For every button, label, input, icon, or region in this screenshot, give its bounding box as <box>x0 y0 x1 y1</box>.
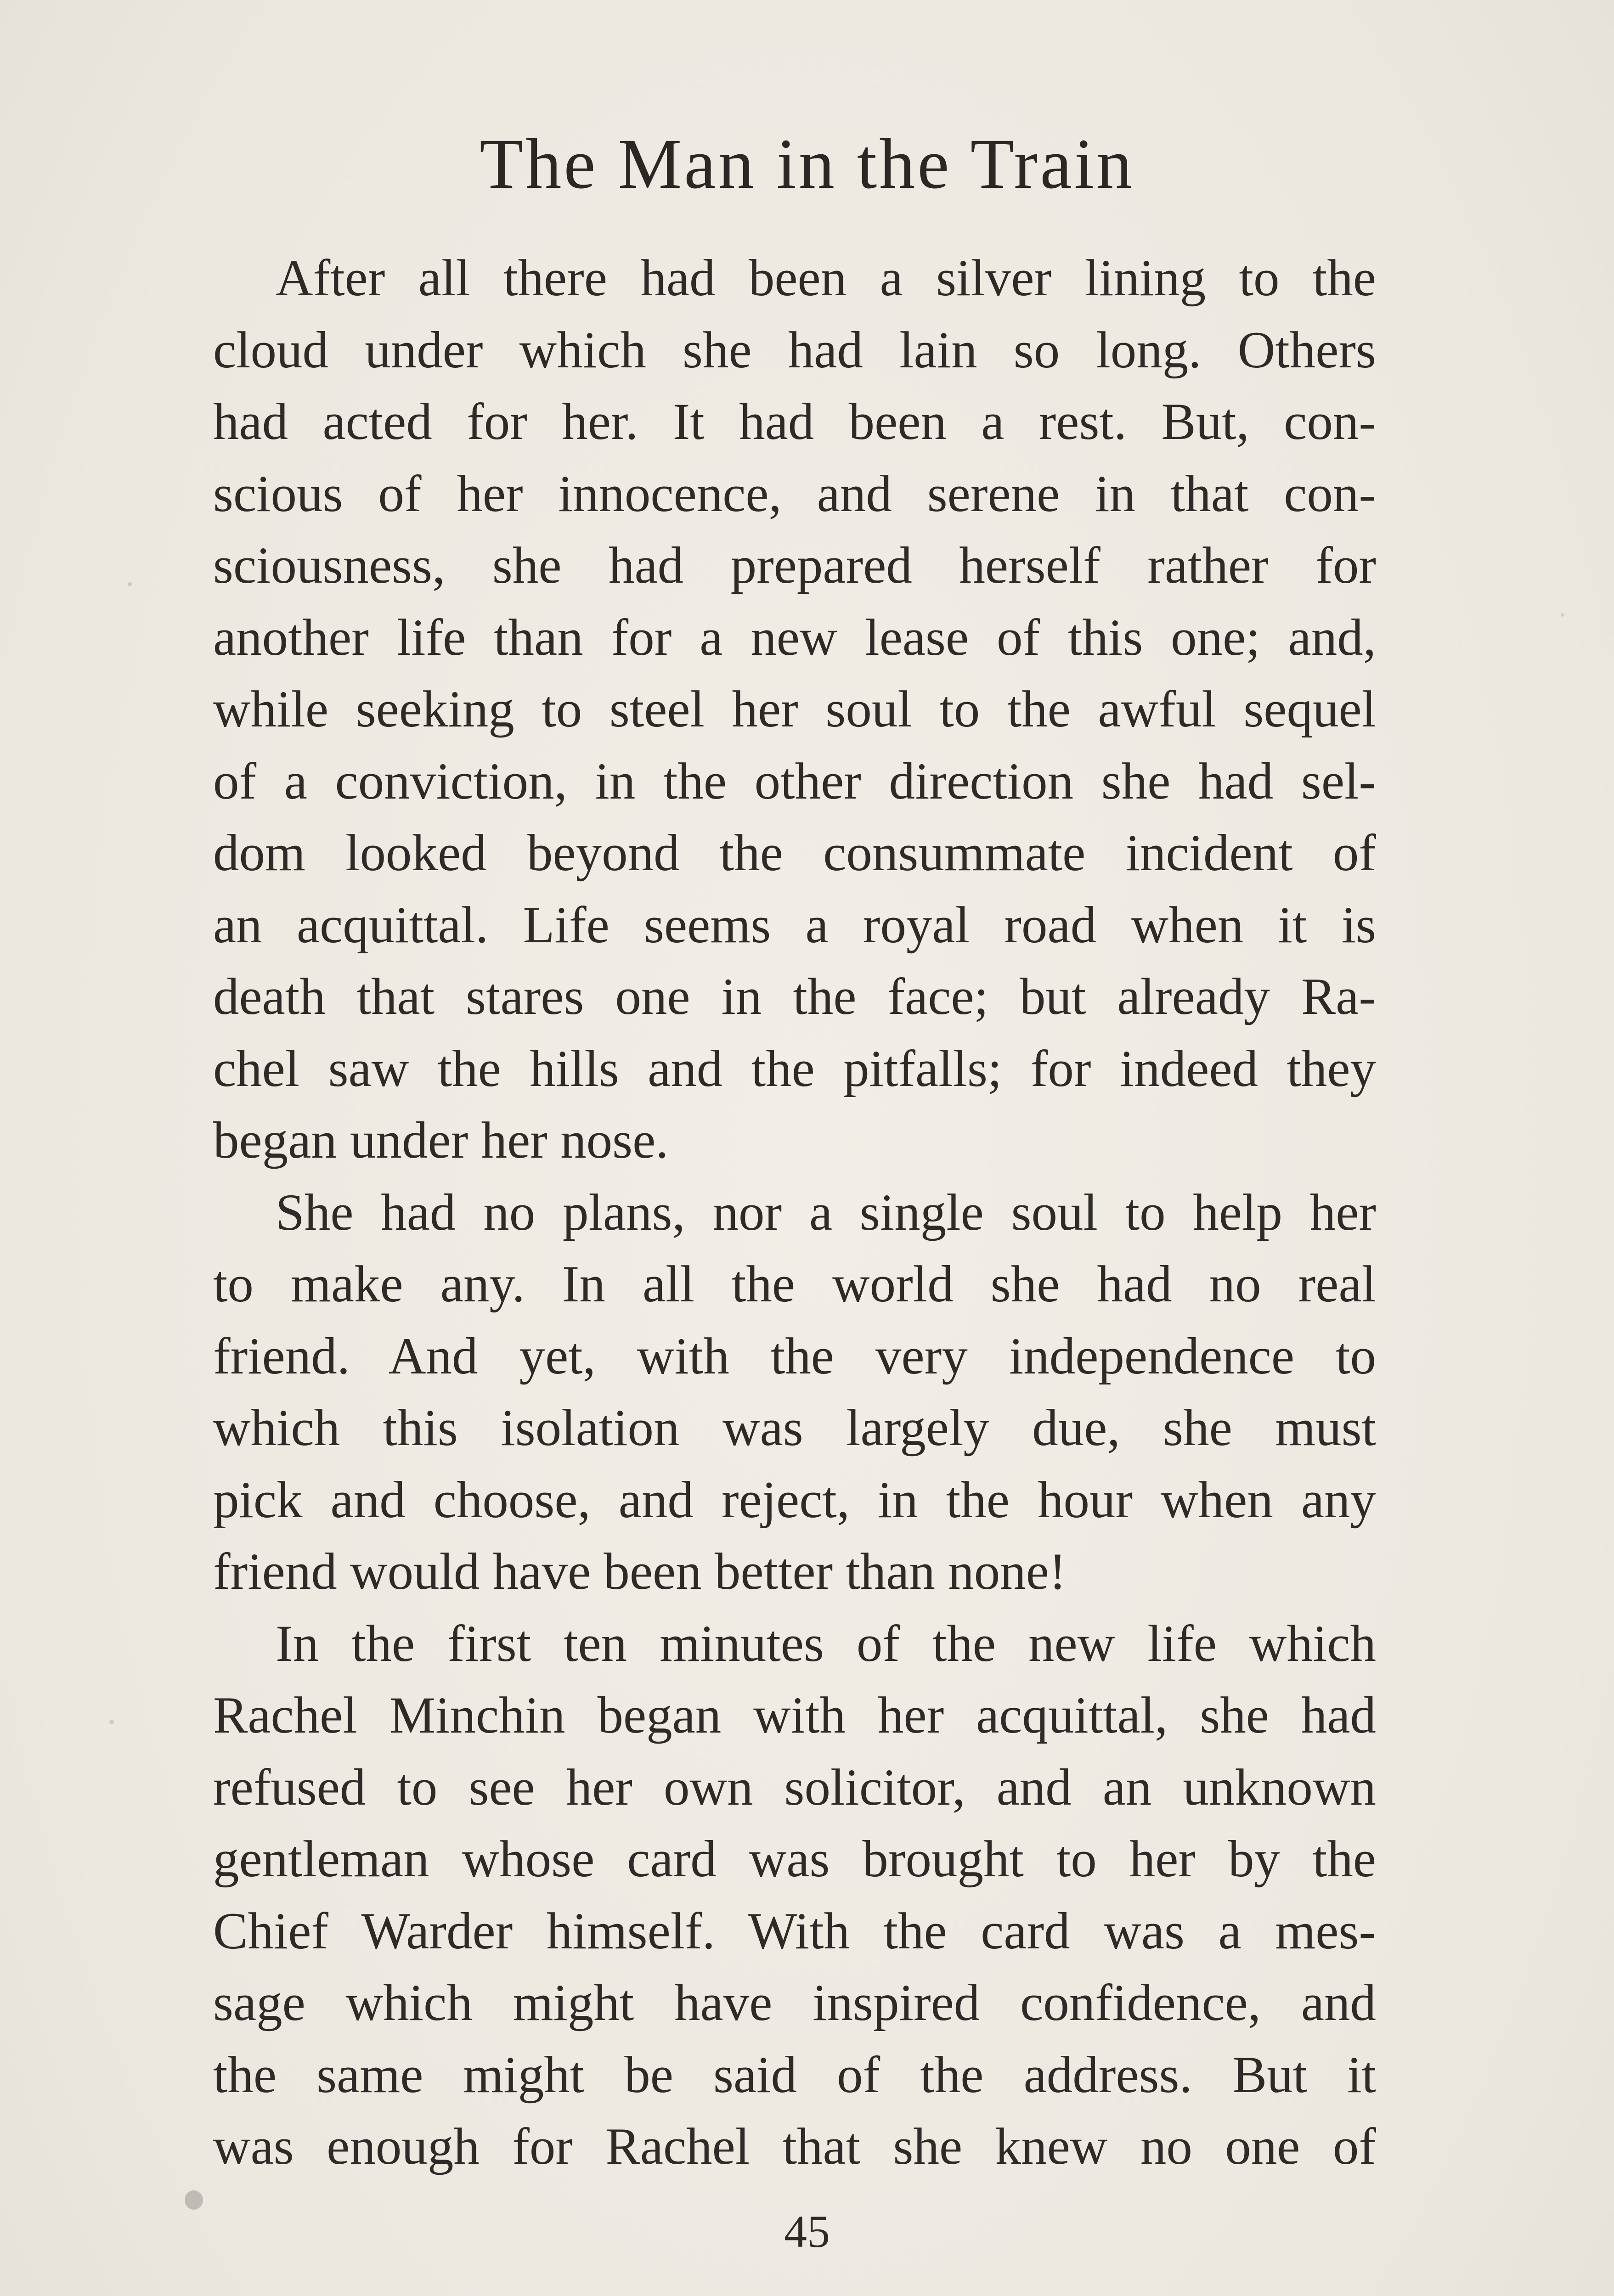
text-line: In the first ten minutes of the new life which <box>276 1615 1376 1672</box>
text-line: while seeking to steel her soul to the awful sequel <box>213 681 1376 738</box>
text-line: was enough for Rachel that she knew no one of <box>213 2118 1376 2175</box>
body-text <box>151 242 1376 2183</box>
text-line: the same might be said of the address. But it <box>213 2046 1376 2104</box>
paragraph-2 <box>151 1177 1376 1608</box>
text-line: which this isolation was largely due, she must <box>213 1399 1376 1457</box>
text-line: to make any. In all the world she had no real <box>213 1255 1376 1313</box>
text-line: sage which might have inspired confidence, and <box>213 1974 1376 2032</box>
text-line: After all there had been a silver lining to the <box>276 249 1376 307</box>
text-line: friend. And yet, with the very independence to <box>213 1327 1376 1385</box>
paper-speck <box>185 2190 203 2210</box>
paragraph-3 <box>151 1608 1376 2183</box>
paper-speck <box>1561 613 1564 617</box>
text-line: of a conviction, in the other direction she had sel- <box>213 752 1376 810</box>
text-line: Chief Warder himself. With the card was a mes- <box>213 1902 1376 1960</box>
paper-speck <box>128 582 132 586</box>
text-line: began under her nose. <box>213 1112 669 1169</box>
text-line: pick and choose, and reject, in the hour when any <box>213 1471 1376 1529</box>
text-line: chel saw the hills and the pitfalls; for indeed they <box>213 1040 1376 1097</box>
paragraph-1 <box>151 242 1376 1177</box>
text-line: had acted for her. It had been a rest. But, con- <box>213 393 1376 450</box>
text-line: cloud under which she had lain so long. Others <box>213 321 1376 379</box>
text-line: sciousness, she had prepared herself rather for <box>213 537 1376 594</box>
text-line: dom looked beyond the consummate incident of <box>213 824 1376 882</box>
text-line: scious of her innocence, and serene in that con- <box>213 465 1376 523</box>
text-line: death that stares one in the face; but already Ra- <box>213 968 1376 1025</box>
paper-speck <box>109 1720 114 1724</box>
text-line: another life than for a new lease of this one; and, <box>213 608 1376 666</box>
text-line: She had no plans, nor a single soul to help her <box>276 1183 1376 1241</box>
text-line: an acquittal. Life seems a royal road when it is <box>213 896 1376 954</box>
text-line: Rachel Minchin began with her acquittal, she had <box>213 1687 1376 1744</box>
page-number: 45 <box>784 2206 830 2257</box>
text-line: refused to see her own solicitor, and an unknown <box>213 1758 1376 1816</box>
text-line: friend would have been better than none! <box>213 1543 1067 1600</box>
text-line: gentleman whose card was brought to her by the <box>213 1830 1376 1888</box>
running-title: The Man in the Train <box>480 124 1134 203</box>
